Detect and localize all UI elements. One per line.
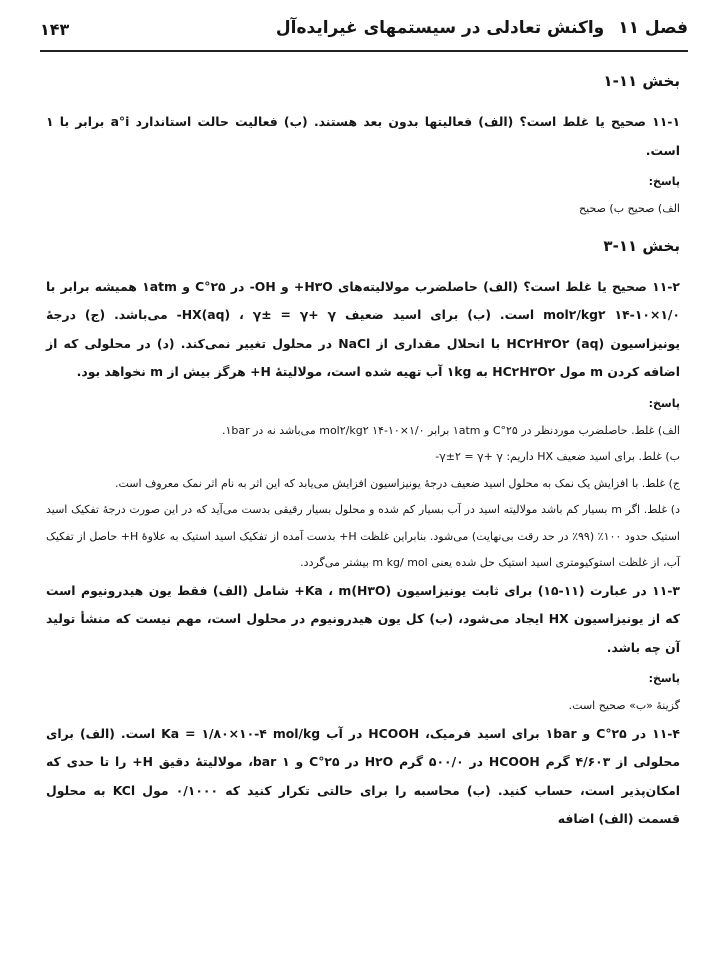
running-head bbox=[276, 18, 688, 38]
answer-label: پاسخ: bbox=[648, 175, 680, 188]
answer-11-2-c: ج) غلط. با افزایش یک نمک به محلول اسید ضعیف درجهٔ یونیزاسیون افزایش می‌یابد که این اثر به نام اثر نمک معروف است. bbox=[114, 476, 680, 490]
problem-11-4: ۱۱-۴ در ۲۵°C و ۱bar برای اسید فرمیک، HCOOH در آب Ka = ۱/۸۰×۱۰-۴ mol/kg است. (الف) برای محلولی از ۴/۶۰۳ گرم HCOOH در ۵۰۰/۰ گرم H۲O در ۲۵°C و ۱ bar، مولالیتهٔ دقیق H+ را تا حدی که امکان‌پذیر است، حساب کنید. (ب) محاسبه را برای حالتی تکرار کنید که ۰/۱۰۰۰ مول KCl به محلول قسمت (الف) اضافه bbox=[46, 725, 681, 826]
answer-11-2-b: ب) غلط. برای اسید ضعیف HX داریم: γ±۲ = γ+ γ- bbox=[435, 450, 680, 463]
chapter-label: فصل ۱۱ bbox=[618, 18, 688, 38]
answer-11-3: گزینهٔ «ب» صحیح است. bbox=[568, 699, 680, 712]
section-title: بخش ۱۱-۳ bbox=[603, 236, 680, 255]
page-body bbox=[46, 62, 680, 838]
problem-11-2: ۱۱-۲ صحیح یا غلط است؟ (الف) حاصلضرب مولالیته‌های H۳O+ و OH- در ۲۵°C و ۱atm همیشه برابر با ۱/۰×۱۰-۱۴ mol۲/kg۲ است. (ب) برای اسید ضعیف HX(aq) ، γ± = γ+ γ- می‌باشد. (ج) درجهٔ یونیزاسیون HC۲H۳O۲ (aq) با انحلال مقداری از NaCl در محلول تغییر نمی‌کند. (د) در محلولی که از اضافه کردن m مول HC۲H۳O۲ به ۱kg آب تهیه شده است، مولالیتهٔ H+ هرگز بیش از m نخواهد بود. bbox=[46, 278, 680, 379]
answer-label: پاسخ: bbox=[648, 672, 680, 685]
section-title: بخش ۱۱-۱ bbox=[603, 72, 680, 90]
answer-11-2-a: الف) غلط. حاصلضرب موردنظر در ۲۵°C و ۱atm برابر ۱/۰×۱۰-۱۴ mol۲/kg۲ می‌باشد نه در ۱bar. bbox=[221, 423, 680, 437]
problem-11-1: ۱۱-۱ صحیح یا غلط است؟ (الف) فعالیتها بدون بعد هستند. (ب) فعالیت حالت استاندارد a°i برابر با ۱ است. bbox=[46, 114, 681, 158]
answer-label: پاسخ: bbox=[648, 396, 680, 410]
chapter-title: واکنش تعادلی در سیستمهای غیرایده‌آل bbox=[275, 18, 605, 38]
answer-11-1: الف) صحیح ب) صحیح bbox=[579, 202, 680, 215]
answer-11-2-d: د) غلط. اگر m بسیار کم باشد مولالیته اسید در آب بسیار کم شده و محلول بسیار رقیقی بدست می‌آید که در این صورت درجهٔ تفکیک اسید استیک حدود ۱۰۰٪ (۹۹٪ در حد رقت بی‌نهایت) می‌شود. بنابراین غلظت H+ بدست آمده از تفکیک اسید استیک به علاوهٔ H+ حاصل از تفکیک آب، از غلظت استوکیومتری اسید استیک حل شده یعنی m kg/ mol بیشتر می‌گردد. bbox=[46, 503, 680, 569]
page-header bbox=[40, 14, 688, 52]
page-number: ۱۴۳ bbox=[40, 20, 70, 39]
problem-11-3: ۱۱-۳ در عبارت (۱۱-۱۵) برای ثابت یونیزاسیون Ka ، m(H۳O)+ شامل (الف) فقط یون هیدرونیوم است که از یونیزاسیون HX ایجاد می‌شود، (ب) کل یون هیدرونیوم در محلول است، مهم نیست که منشأ تولید آن چه باشد. bbox=[46, 582, 680, 655]
